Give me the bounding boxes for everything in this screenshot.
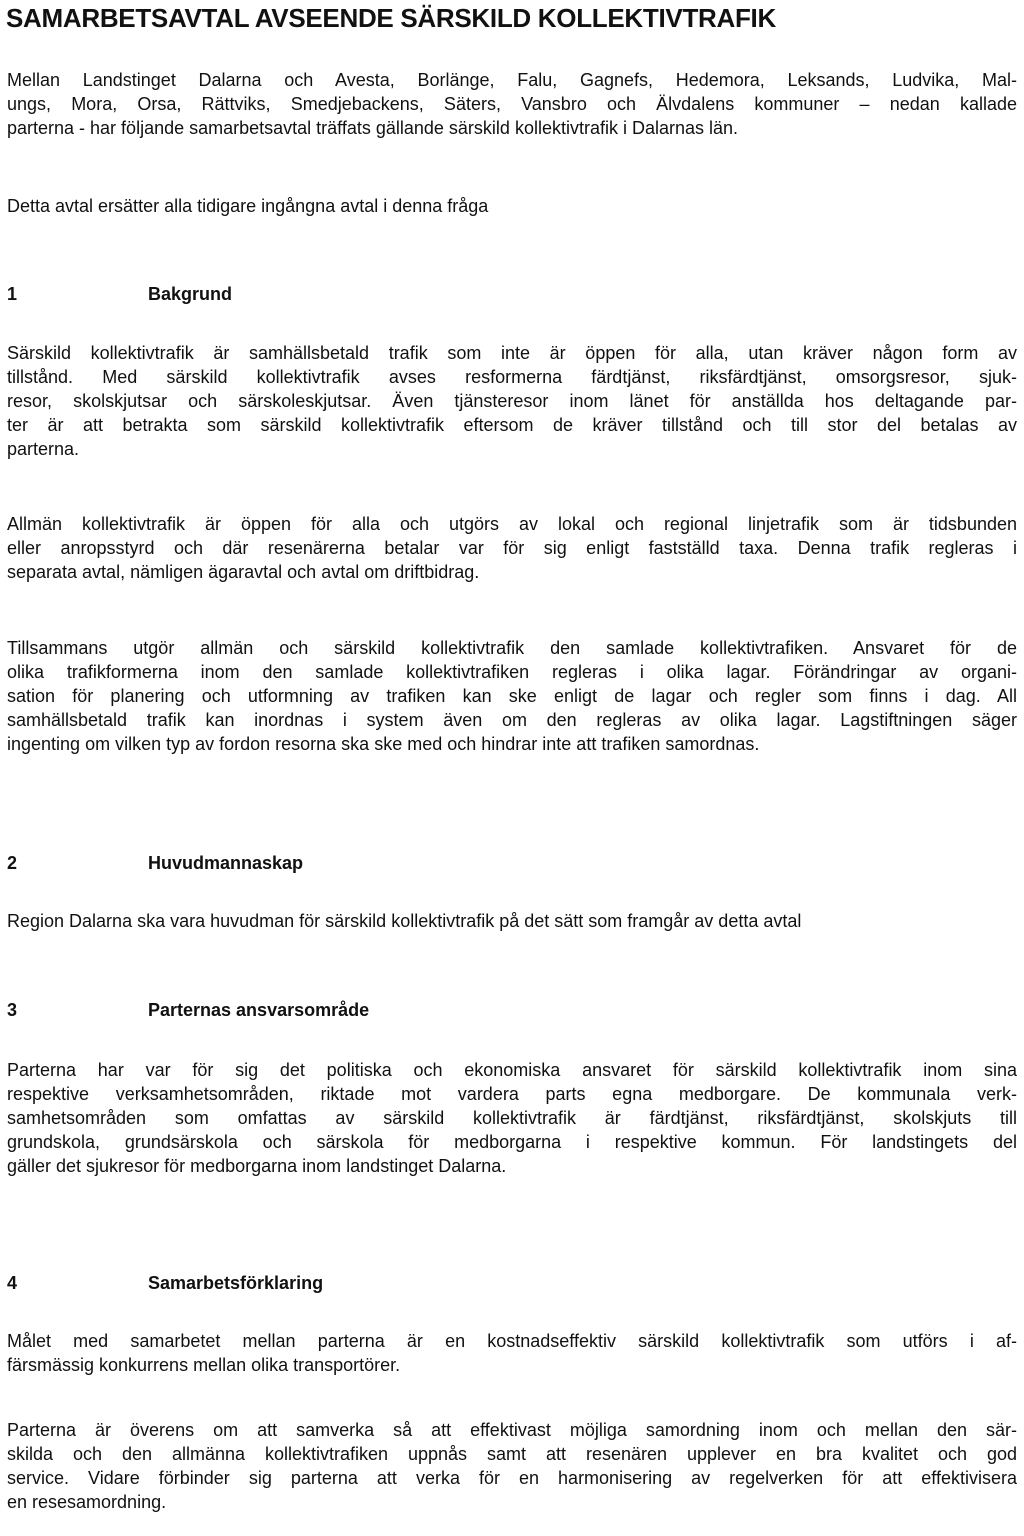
- section-1-paragraph-2: [7, 512, 1017, 584]
- section-number: 4: [7, 1273, 18, 1293]
- replaces-note-text: Detta avtal ersätter alla tidigare ingångna avtal i denna fråga: [7, 196, 489, 216]
- intro-paragraph: [7, 68, 1017, 140]
- paragraph-line: ingenting om vilken typ av fordon resorna ska ske med och hindrar inte att trafiken samordnas.: [7, 734, 760, 754]
- paragraph-line: grundskola, grundsärskola och särskola för medborgarna i respektive kommun. För landstingets del: [7, 1132, 1017, 1152]
- section-title: Huvudmannaskap: [148, 853, 304, 873]
- section-title: Bakgrund: [148, 284, 233, 304]
- section-4-paragraph-2: [7, 1418, 1017, 1514]
- paragraph-line: skilda och den allmänna kollektivtrafiken uppnås samt att resenären upplever en bra kvalitet och god: [7, 1444, 1017, 1464]
- document-title: SAMARBETSAVTAL AVSEENDE SÄRSKILD KOLLEKTIVTRAFIK: [6, 3, 776, 33]
- paragraph-line: sation för planering och utformning av trafiken kan ske enligt de lagar och regler som finns i dag. All: [7, 686, 1017, 706]
- paragraph-line: färsmässig konkurrens mellan olika transportörer.: [7, 1355, 401, 1375]
- section-heading-2: [7, 851, 607, 875]
- paragraph-line: Målet med samarbetet mellan parterna är en kostnadseffektiv särskild kollektivtrafik som utförs i af-: [7, 1331, 1017, 1351]
- section-heading-3: [7, 998, 607, 1022]
- paragraph-line: eller anropsstyrd och där resenärerna betalar var för sig enligt fastställd taxa. Denna trafik regleras i: [7, 538, 1017, 558]
- section-1-paragraph-1: [7, 341, 1017, 461]
- section-1-paragraph-3: [7, 636, 1017, 756]
- paragraph-line: separata avtal, nämligen ägaravtal och avtal om driftbidrag.: [7, 562, 480, 582]
- section-4-paragraph-1: [7, 1329, 1017, 1377]
- paragraph-line: Allmän kollektivtrafik är öppen för alla och utgörs av lokal och regional linjetrafik som är tidsbunden: [7, 514, 1017, 534]
- paragraph-line: samhällsbetald trafik kan inordnas i system även om den regleras av olika lagar. Lagstiftningen säger: [7, 710, 1017, 730]
- section-3-paragraph-1: [7, 1058, 1017, 1178]
- section-number: 2: [7, 853, 18, 873]
- section-heading-1: [7, 282, 607, 306]
- intro-line: ungs, Mora, Orsa, Rättviks, Smedjebackens, Säters, Vansbro och Älvdalens kommuner – nedan kallade: [7, 94, 1017, 114]
- paragraph-line: ter är att betrakta som särskild kollektivtrafik eftersom de kräver tillstånd och till stor del betalas av: [7, 415, 1017, 435]
- replaces-note: [7, 194, 1017, 218]
- paragraph-line: parterna.: [7, 439, 80, 459]
- paragraph-line: en resesamordning.: [7, 1492, 167, 1512]
- paragraph-line: Parterna har var för sig det politiska och ekonomiska ansvaret för särskild kollektivtrafik inom sina: [7, 1060, 1017, 1080]
- paragraph-line: gäller det sjukresor för medborgarna inom landstinget Dalarna.: [7, 1156, 507, 1176]
- paragraph-line: service. Vidare förbinder sig parterna att verka för en harmonisering av regelverken för att effektivisera: [7, 1468, 1017, 1488]
- section-number: 1: [7, 284, 18, 304]
- paragraph-line: resor, skolskjutsar och särskoleskjutsar. Även tjänsteresor inom länet för anställda hos deltagande par-: [7, 391, 1017, 411]
- paragraph-line: tillstånd. Med särskild kollektivtrafik avses resformerna färdtjänst, riksfärdtjänst, omsorgsresor, sjuk-: [7, 367, 1017, 387]
- intro-line: parterna - har följande samarbetsavtal träffats gällande särskild kollektivtrafik i Dalarnas län.: [7, 118, 739, 138]
- section-number: 3: [7, 1000, 18, 1020]
- paragraph-line: respektive verksamhetsområden, riktade mot vardera parts egna medborgare. De kommunala verk-: [7, 1084, 1017, 1104]
- paragraph-line: Parterna är överens om att samverka så att effektivast möjliga samordning inom och mellan den sär-: [7, 1420, 1017, 1440]
- section-2-paragraph-1: [7, 909, 1017, 933]
- section-heading-4: [7, 1271, 607, 1295]
- paragraph-line: samhetsområden som omfattas av särskild kollektivtrafik är färdtjänst, riksfärdtjänst, skolskjuts till: [7, 1108, 1017, 1128]
- section-title: Parternas ansvarsområde: [148, 1000, 370, 1020]
- paragraph-line: Särskild kollektivtrafik är samhällsbetald trafik som inte är öppen för alla, utan kräver någon form av: [7, 343, 1017, 363]
- intro-line: Mellan Landstinget Dalarna och Avesta, Borlänge, Falu, Gagnefs, Hedemora, Leksands, Ludvika, Mal-: [7, 70, 1017, 90]
- paragraph-line: Tillsammans utgör allmän och särskild kollektivtrafik den samlade kollektivtrafiken. Ansvaret för de: [7, 638, 1017, 658]
- section-title: Samarbetsförklaring: [148, 1273, 324, 1293]
- paragraph-line: olika trafikformerna inom den samlade kollektivtrafiken regleras i olika lagar. Förändringar av organi-: [7, 662, 1017, 682]
- paragraph-line: Region Dalarna ska vara huvudman för särskild kollektivtrafik på det sätt som framgår av detta avtal: [7, 911, 802, 931]
